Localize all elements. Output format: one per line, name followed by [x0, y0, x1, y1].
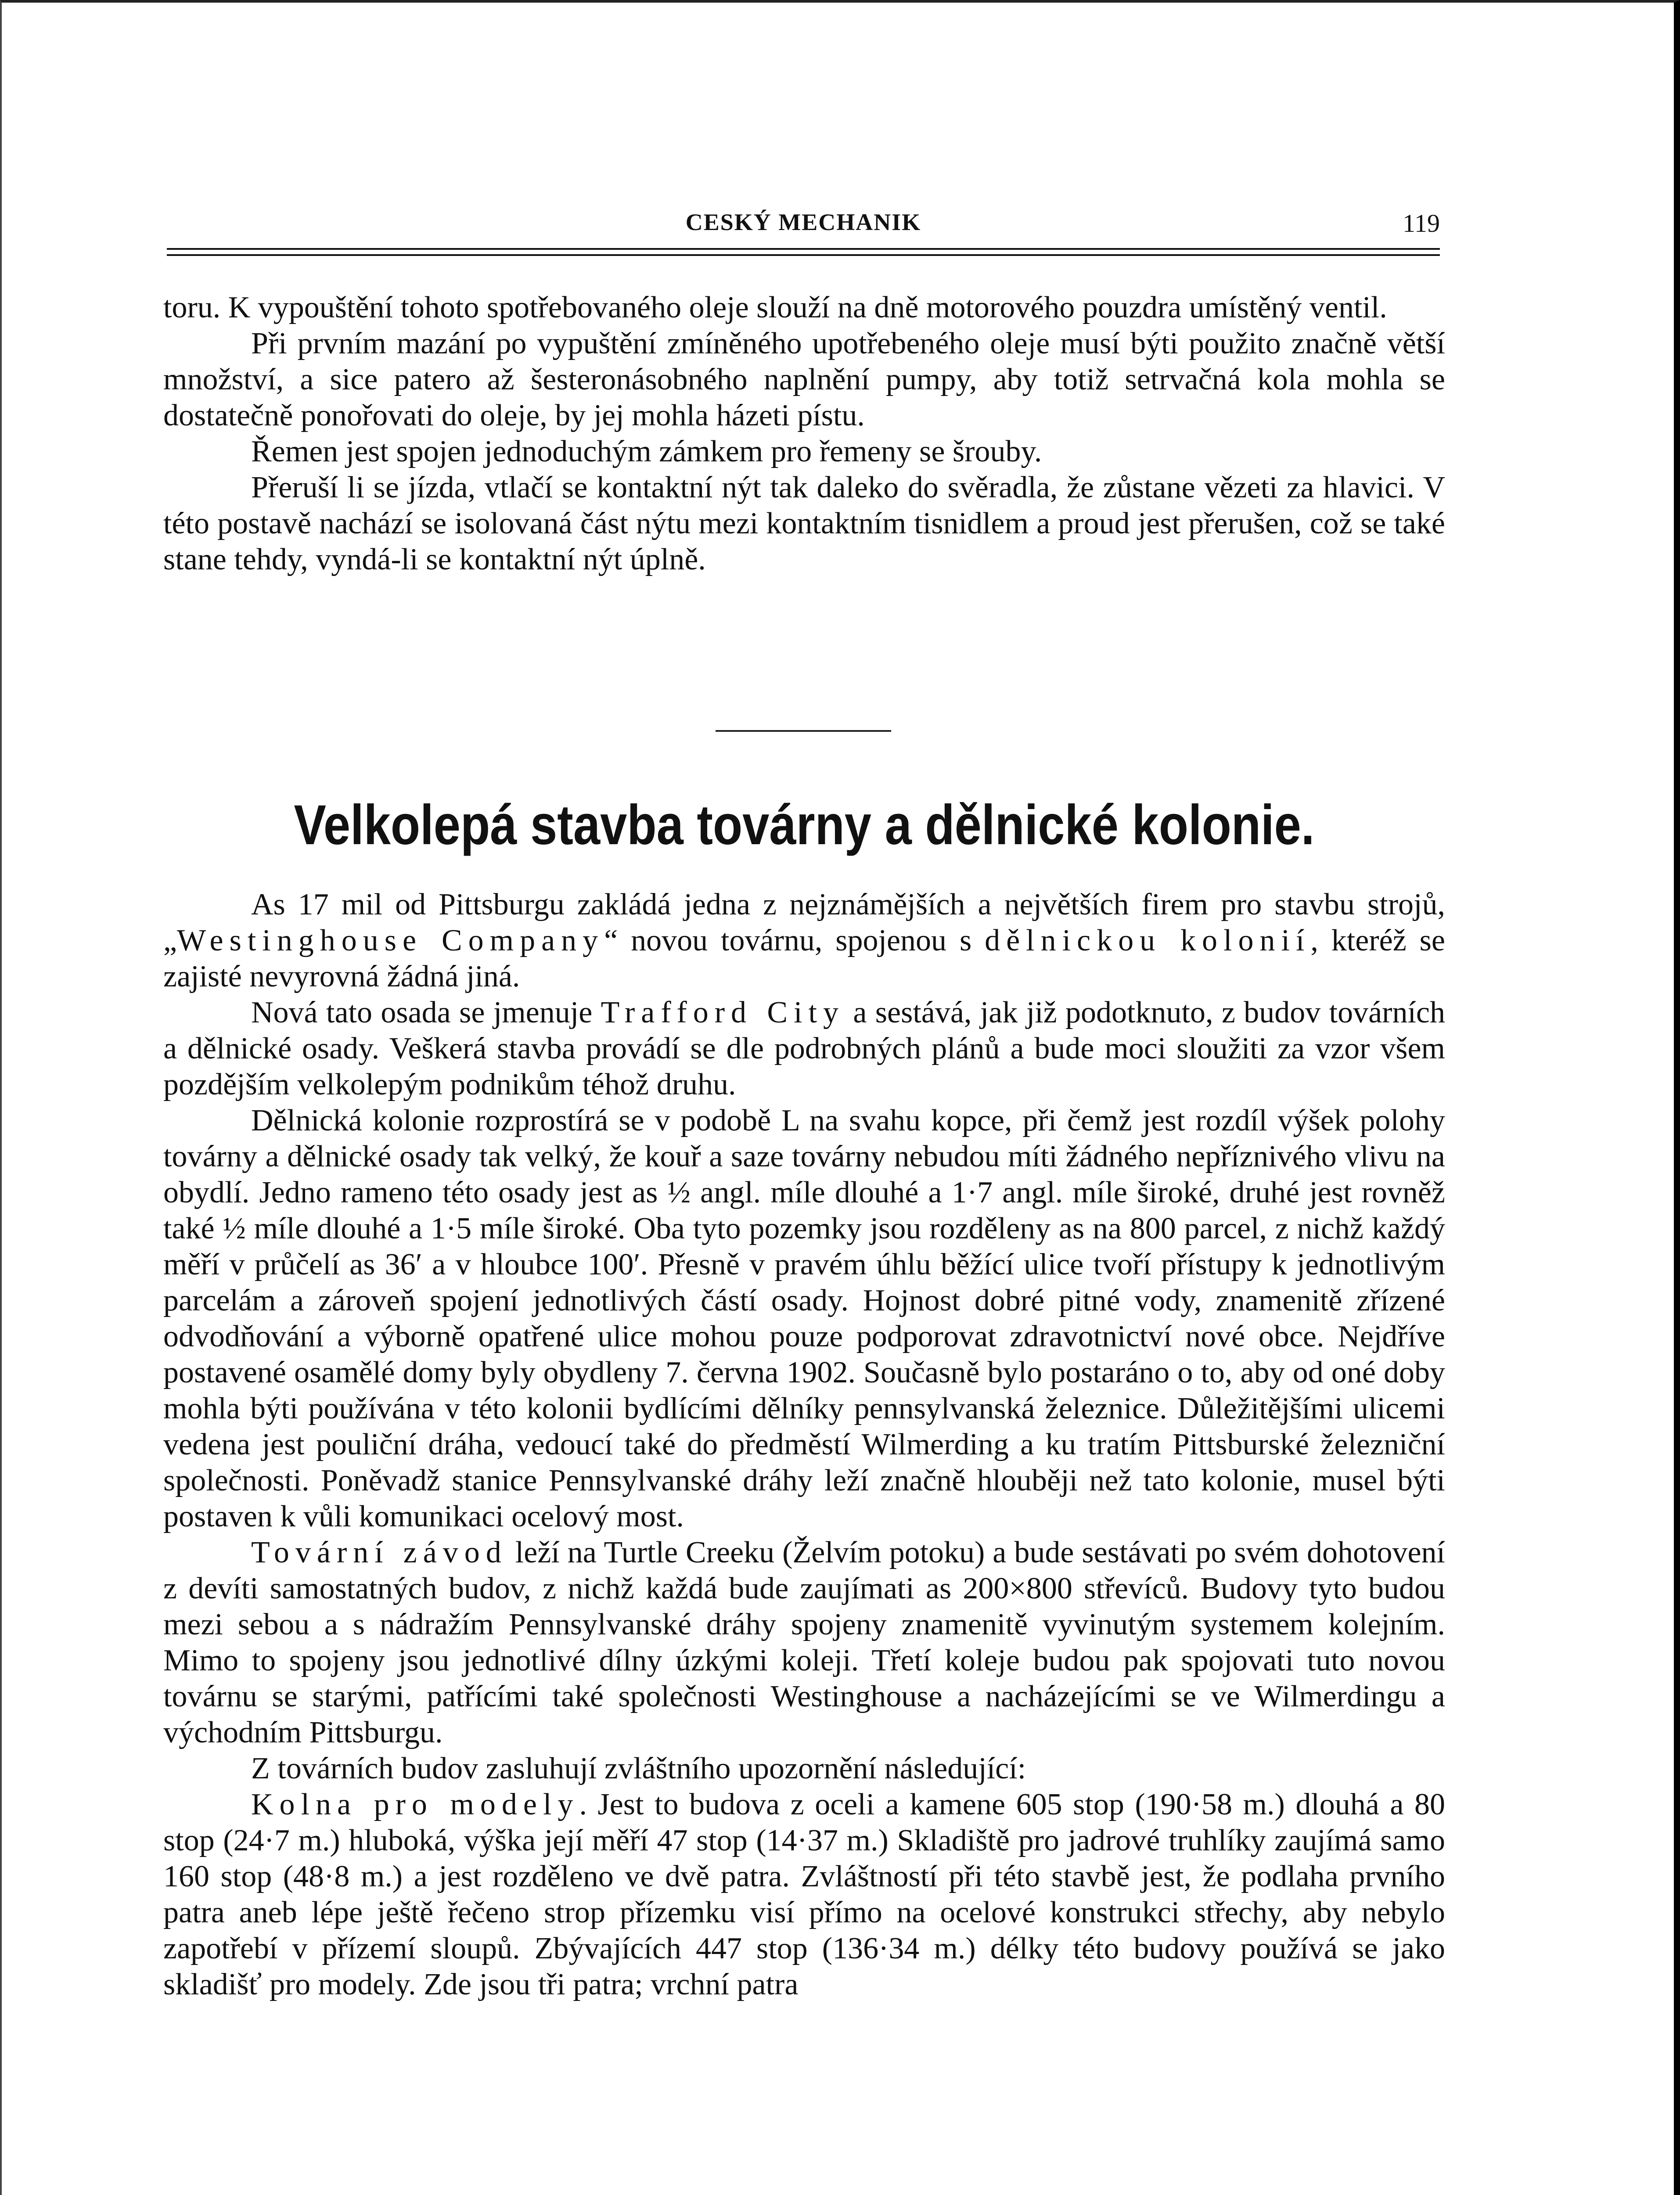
paragraph	[163, 1535, 1445, 1751]
paragraph	[163, 1787, 1445, 2003]
paragraph: Při prvním mazání po vypuštění zmíněného upotřebeného oleje musí býti použito značně větší množství, a sice patero až šesteronásobného naplnění pumpy, aby totiž setrvačná kola mohla se dostatečně ponořovati do oleje, by jej mohla házeti pístu.	[163, 327, 1445, 432]
emphasis-text: Kolna pro modely	[251, 1788, 579, 1821]
text-run: , kteréž se zajisté nevyrovná žádná jiná.	[163, 924, 1445, 993]
company-name: Westinghouse Company	[177, 924, 604, 957]
paragraph: toru. K vypouštění tohoto spotřebovaného oleje slouží na dně motorového pouzdra umístěný ventil.	[163, 291, 1387, 324]
page-number: 119	[1403, 209, 1440, 237]
emphasis-text: dělnickou kolonií	[985, 924, 1311, 957]
text-run: a sestává, jak již podotknuto, z budov továrních a dělnické osady. Veškerá stavba provádí se dle podrobných plánů a bude moci sloužiti za vzor všem pozdějším velkolepým podnikům téhož druhu.	[163, 996, 1445, 1101]
text-run: míle dlouhé a 1·5 míle široké. Oba tyto pozemky jsou rozděleny as na 800 parcel, z nichž každý měří v průčelí as 36′ a v hloubce 100′. Přesně v pravém úhlu běžící ulice tvoří přístupy k jednotlivým parcelám a zároveň spojení jednotlivých částí osady. Hojnost dobré pitné vody, znamenitě zřízené odvodňování a výborně opatřené ulice mohou pouze podporovat zdravotnictví nové obce. Nejdříve postavené osamělé domy byly obydleny 7. června 1902. Současně bylo postaráno o to, aby od oné doby mohla býti používána v této kolonii bydlícími dělníky pennsylvanská železnice. Důležitějšími ulicemi vedena jest pouliční dráha, vedoucí také do předměstí Wilmerding a ku tratím Pittsburské železniční společnosti. Poněvadž stanice Pennsylvanské dráhy leží značně hlouběji než tato kolonie, musel býti postaven k vůli komunikaci ocelový most.	[163, 1212, 1445, 1533]
text-run: angl. míle dlouhé a 1·7 angl. míle široké, druhé jest rovněž také	[163, 1176, 1445, 1245]
paragraph	[163, 995, 1445, 1103]
previous-article-ending	[163, 290, 1445, 578]
paragraph: Přeruší li se jízda, vtlačí se kontaktní nýt tak daleko do svěradla, že zůstane vězeti za hlavici. V této postavě nachází se isolovaná část nýtu mezi kontaktním tisnidlem a proud jest přerušen, což se také stane tehdy, vyndá-li se kontaktní nýt úplně.	[163, 471, 1445, 576]
text-run: leží na Turtle Creeku (Želvím potoku) a bude sestávati po svém dohotovení z devíti samostatných budov, z nichž každá bude zaujímati as 200×800 střevíců. Budovy tyto budou mezi sebou a s nádražím Pennsylvanské dráhy spojeny znamenitě vyvinutým systemem kolejním. Mimo to spojeny jsou jednotlivé dílny úzkými koleji. Třetí koleje budou pak spojovati tuto novou továrnu se starými, patřícími také společnosti Westinghouse a nacházejícími se ve Wilmerdingu a východním Pittsburgu.	[163, 1536, 1445, 1749]
city-name: Trafford City	[601, 996, 845, 1029]
article-body	[163, 887, 1445, 2003]
text-run: Dělnická kolonie rozprostírá se v podobě L na svahu kopce, při čemž jest rozdíl výšek polohy továrny a dělnické osady tak velký, že kouř a saze továrny nebudou míti žádného nepříznivého vlivu na obydlí. Jedno rameno této osady jest as	[163, 1104, 1445, 1209]
journal-title: CESKÝ MECHANIK	[685, 209, 921, 235]
paragraph	[163, 887, 1445, 995]
fraction: ½	[667, 1176, 691, 1209]
paragraph: Z továrních budov zasluhují zvláštního upozornění následující:	[251, 1752, 1026, 1785]
emphasis-text: Tovární závod	[251, 1536, 507, 1569]
running-header	[167, 209, 1440, 239]
text-run: “ novou továrnu, spojenou s	[604, 924, 985, 957]
text-run: As 17 mil od Pittsburgu zakládá jedna z nejznámějších a největších firem pro stavbu strojů, „	[163, 888, 1445, 957]
paragraph: Řemen jest spojen jednoduchým zámkem pro řemeny se šrouby.	[251, 435, 1042, 468]
text-run: Nová tato osada se jmenuje	[251, 996, 601, 1029]
header-double-rule	[167, 248, 1440, 256]
paragraph	[163, 1103, 1445, 1535]
section-divider	[716, 730, 891, 732]
fraction: ½	[223, 1212, 246, 1245]
article-title: Velkolepá stavba továrny a dělnické kolonie.	[294, 794, 1315, 856]
text-run: . Jest to budova z oceli a kamene 605 stop (190·58 m.) dlouhá a 80 stop (24·7 m.) hluboká, výška její měří 47 stop (14·37 m.) Skladiště pro jadrové truhlíky zaujímá samo 160 stop (48·8 m.) a jest rozděleno ve dvě patra. Zvláštností při této stavbě jest, že podlaha prvního patra aneb lépe ještě řečeno strop přízemku visí přímo na ocelové konstrukci střechy, aby nebylo zapotřebí v přízemí sloupů. Zbývajících 447 stop (136·34 m.) délky této budovy používá se jako skladišť pro modely. Zde jsou tři patra; vrchní patra	[163, 1788, 1445, 2001]
